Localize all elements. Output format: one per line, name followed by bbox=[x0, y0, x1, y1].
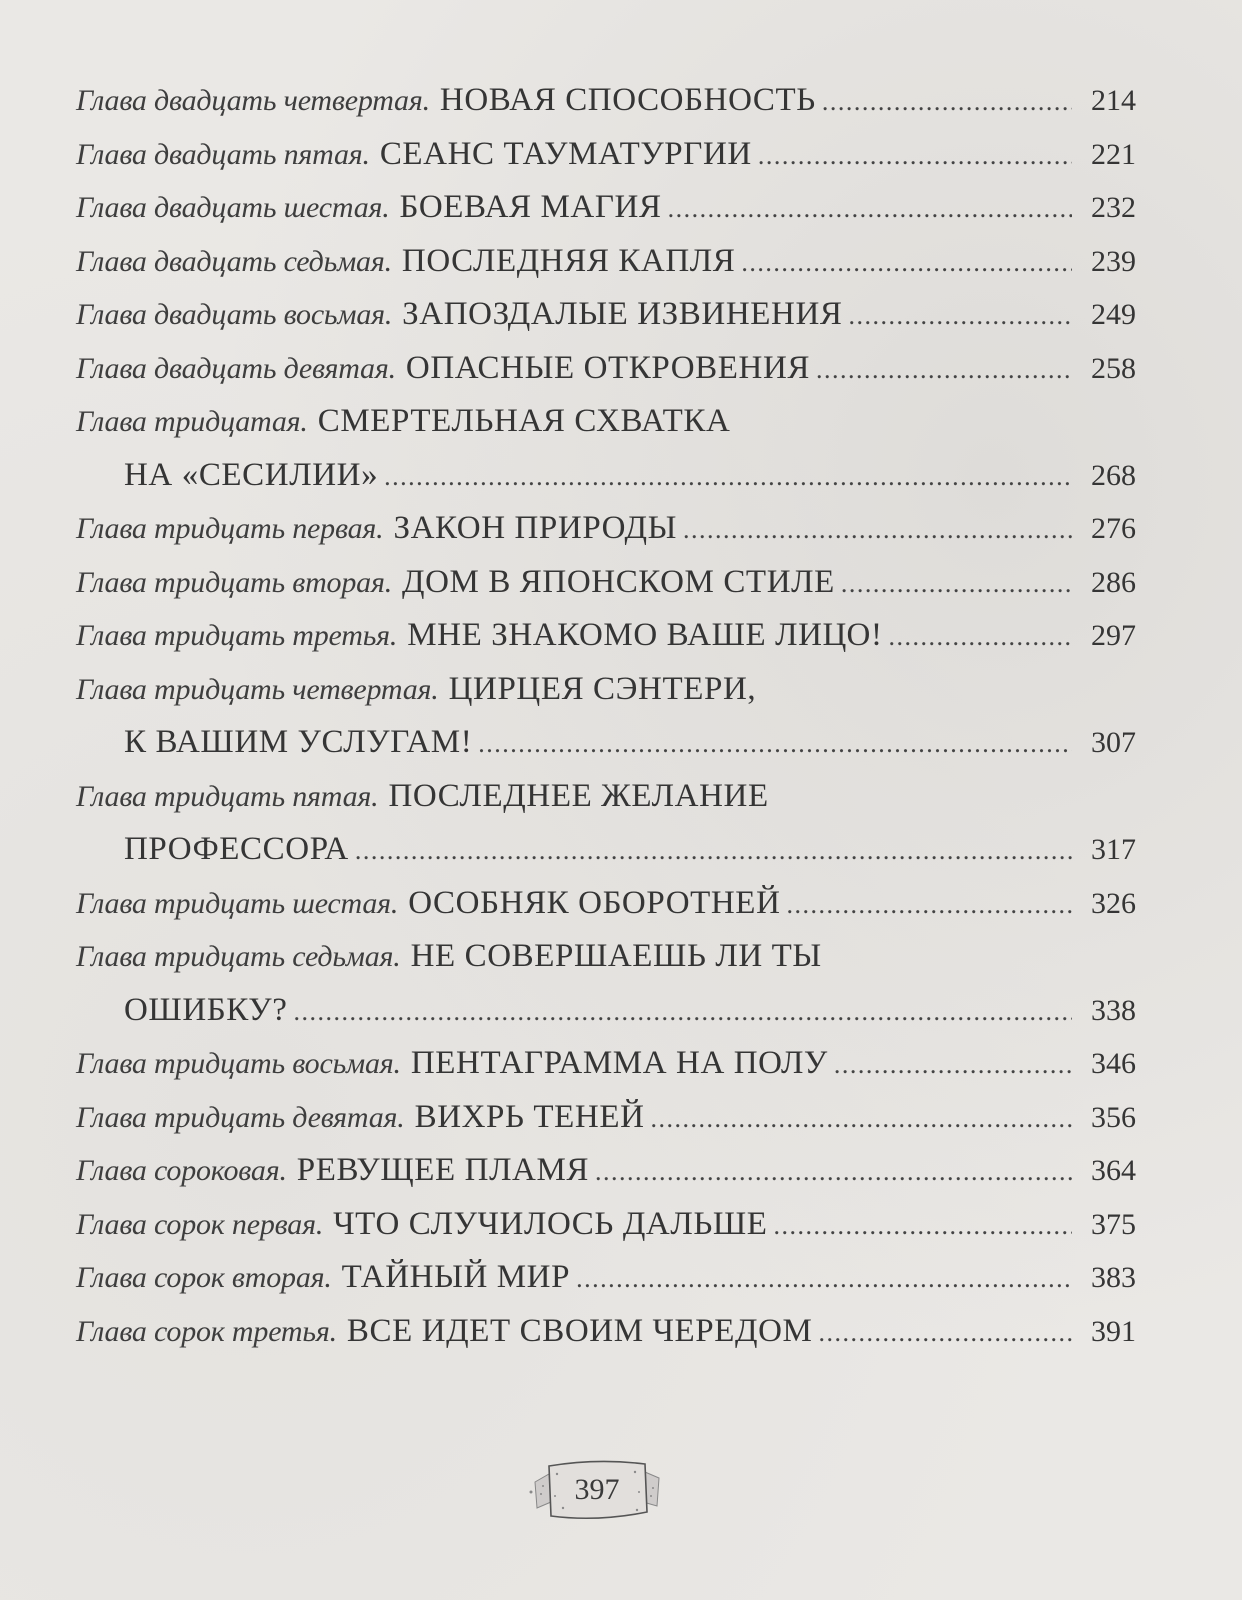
toc-entry bbox=[76, 128, 1136, 182]
dot-leader bbox=[758, 129, 1072, 183]
chapter-title: ЗАПОЗДАЛЫЕ ИЗВИНЕНИЯ bbox=[402, 296, 843, 332]
dot-leader bbox=[787, 878, 1072, 932]
toc-entry bbox=[76, 877, 1136, 931]
dot-leader bbox=[816, 343, 1072, 397]
chapter-title: НЕ СОВЕРШАЕШЬ ЛИ ТЫ bbox=[410, 938, 822, 974]
page-ref: 375 bbox=[1091, 1207, 1136, 1241]
page-ref: 221 bbox=[1091, 137, 1136, 171]
page-number: 397 bbox=[574, 1473, 620, 1506]
page-ref: 297 bbox=[1091, 619, 1136, 652]
toc-line bbox=[76, 1144, 1136, 1198]
dot-leader bbox=[819, 1306, 1072, 1360]
toc-line-continued bbox=[76, 716, 1136, 770]
chapter-title: ВСЕ ИДЕТ СВОИМ ЧЕРЕДОМ bbox=[346, 1312, 813, 1349]
toc-entry bbox=[76, 288, 1136, 342]
toc-entry bbox=[76, 235, 1136, 289]
chapter-title: РЕВУЩЕЕ ПЛАМЯ bbox=[296, 1152, 590, 1188]
page-folio bbox=[527, 1452, 667, 1528]
chapter-title: НОВАЯ СПОСОБНОСТЬ bbox=[439, 82, 816, 118]
page-ref: 307 bbox=[1091, 726, 1136, 759]
dot-leader bbox=[889, 610, 1072, 664]
chapter-label: Глава тридцать четвертая. bbox=[76, 672, 439, 706]
chapter-title: ЦИРЦЕЯ СЭНТЕРИ, bbox=[448, 670, 757, 707]
toc-entry bbox=[76, 74, 1136, 128]
toc-line bbox=[76, 235, 1136, 289]
chapter-title: ОСОБНЯК ОБОРОТНЕЙ bbox=[408, 884, 781, 921]
chapter-label: Глава тридцать третья. bbox=[76, 619, 398, 652]
chapter-label: Глава двадцать четвертая. bbox=[76, 84, 430, 117]
toc-entry bbox=[76, 342, 1136, 396]
page-ref: 391 bbox=[1091, 1314, 1136, 1348]
toc-entry bbox=[76, 1198, 1136, 1252]
chapter-title: ПОСЛЕДНЯЯ КАПЛЯ bbox=[401, 242, 736, 279]
toc-entry bbox=[76, 502, 1136, 556]
toc-entry bbox=[76, 181, 1136, 235]
dot-leader bbox=[576, 1252, 1072, 1306]
chapter-title: БОЕВАЯ МАГИЯ bbox=[399, 189, 662, 225]
chapter-label: Глава тридцать первая. bbox=[76, 512, 384, 545]
chapter-label: Глава сорок третья. bbox=[76, 1314, 337, 1348]
toc-line bbox=[76, 395, 1136, 449]
dot-leader bbox=[841, 557, 1072, 611]
chapter-label: Глава двадцать седьмая. bbox=[76, 244, 392, 278]
toc-line bbox=[76, 663, 1136, 717]
dot-leader bbox=[651, 1092, 1072, 1146]
page-ref: 249 bbox=[1091, 298, 1136, 331]
toc-line bbox=[76, 609, 1136, 663]
chapter-label: Глава двадцать пятая. bbox=[76, 137, 370, 171]
toc-entry bbox=[76, 609, 1136, 663]
chapter-label: Глава сорок вторая. bbox=[76, 1261, 332, 1294]
toc-line bbox=[76, 502, 1136, 556]
page-ref: 356 bbox=[1091, 1100, 1136, 1134]
toc-line bbox=[76, 288, 1136, 342]
toc-line bbox=[76, 1037, 1136, 1091]
chapter-title: ВИХРЬ ТЕНЕЙ bbox=[414, 1098, 645, 1135]
chapter-label: Глава тридцать шестая. bbox=[76, 886, 399, 920]
dot-leader bbox=[741, 236, 1072, 290]
chapter-label: Глава двадцать восьмая. bbox=[76, 298, 393, 331]
toc-line bbox=[76, 877, 1136, 931]
toc-entry bbox=[76, 1037, 1136, 1091]
page-ref: 317 bbox=[1091, 833, 1136, 866]
chapter-label: Глава тридцать пятая. bbox=[76, 779, 379, 813]
toc-line-continued bbox=[76, 823, 1136, 877]
page-ref: 214 bbox=[1091, 84, 1136, 117]
chapter-title-continued: К ВАШИМ УСЛУГАМ! bbox=[124, 724, 473, 760]
toc-line bbox=[76, 556, 1136, 610]
toc-line bbox=[76, 1091, 1136, 1145]
chapter-title: ЧТО СЛУЧИЛОСЬ ДАЛЬШЕ bbox=[333, 1205, 768, 1242]
table-of-contents bbox=[76, 74, 1136, 1358]
chapter-title: ПОСЛЕДНЕЕ ЖЕЛАНИЕ bbox=[388, 777, 769, 814]
chapter-label: Глава тридцать восьмая. bbox=[76, 1047, 401, 1080]
chapter-label: Глава двадцать шестая. bbox=[76, 191, 390, 224]
chapter-title-continued: ПРОФЕССОРА bbox=[124, 831, 349, 867]
chapter-label: Глава тридцать вторая. bbox=[76, 565, 392, 599]
toc-line-continued bbox=[76, 984, 1136, 1038]
chapter-title: ЗАКОН ПРИРОДЫ bbox=[393, 510, 677, 546]
chapter-label: Глава тридцать девятая. bbox=[76, 1100, 405, 1134]
page-ref: 383 bbox=[1091, 1261, 1136, 1294]
toc-line bbox=[76, 930, 1136, 984]
toc-line bbox=[76, 1198, 1136, 1252]
toc-line bbox=[76, 770, 1136, 824]
page-ref: 338 bbox=[1091, 993, 1136, 1027]
chapter-label: Глава двадцать девятая. bbox=[76, 351, 396, 385]
dot-leader bbox=[595, 1145, 1072, 1199]
page-ref: 346 bbox=[1091, 1047, 1136, 1080]
dot-leader bbox=[683, 503, 1072, 557]
toc-entry bbox=[76, 556, 1136, 610]
toc-entry bbox=[76, 1305, 1136, 1359]
toc-line-continued bbox=[76, 449, 1136, 503]
dot-leader bbox=[293, 985, 1072, 1039]
toc-entry bbox=[76, 1144, 1136, 1198]
chapter-title: МНЕ ЗНАКОМО ВАШЕ ЛИЦО! bbox=[407, 617, 883, 653]
page-ref: 326 bbox=[1091, 886, 1136, 920]
page-ref: 286 bbox=[1091, 565, 1136, 599]
dot-leader bbox=[834, 1038, 1072, 1092]
page-ref: 268 bbox=[1091, 458, 1136, 492]
toc-entry bbox=[76, 1091, 1136, 1145]
dot-leader bbox=[774, 1199, 1072, 1253]
chapter-title: ДОМ В ЯПОНСКОМ СТИЛЕ bbox=[402, 563, 835, 600]
toc-entry bbox=[76, 770, 1136, 877]
chapter-title-continued: ОШИБКУ? bbox=[124, 991, 288, 1028]
chapter-label: Глава сорок первая. bbox=[76, 1207, 324, 1241]
toc-line bbox=[76, 128, 1136, 182]
toc-entry bbox=[76, 663, 1136, 770]
page-ref: 239 bbox=[1091, 244, 1136, 278]
page-ref: 258 bbox=[1091, 351, 1136, 385]
toc-entry bbox=[76, 930, 1136, 1037]
dot-leader bbox=[478, 717, 1072, 771]
toc-entry bbox=[76, 395, 1136, 502]
toc-entry bbox=[76, 1251, 1136, 1305]
chapter-label: Глава тридцатая. bbox=[76, 405, 308, 438]
chapter-title: ПЕНТАГРАММА НА ПОЛУ bbox=[410, 1045, 828, 1081]
chapter-title: СЕАНС ТАУМАТУРГИИ bbox=[379, 135, 752, 172]
toc-line bbox=[76, 1251, 1136, 1305]
dot-leader bbox=[822, 75, 1072, 129]
chapter-title: СМЕРТЕЛЬНАЯ СХВАТКА bbox=[317, 403, 731, 439]
page-ref: 276 bbox=[1091, 512, 1136, 545]
chapter-title-continued: НА «СЕСИЛИИ» bbox=[124, 456, 379, 493]
dot-leader bbox=[384, 450, 1072, 504]
chapter-title: ТАЙНЫЙ МИР bbox=[341, 1259, 571, 1295]
chapter-label: Глава тридцать седьмая. bbox=[76, 940, 401, 973]
toc-line bbox=[76, 342, 1136, 396]
dot-leader bbox=[849, 289, 1073, 343]
chapter-title: ОПАСНЫЕ ОТКРОВЕНИЯ bbox=[405, 349, 811, 386]
toc-line bbox=[76, 74, 1136, 128]
toc-line bbox=[76, 1305, 1136, 1359]
dot-leader bbox=[668, 182, 1072, 236]
chapter-label: Глава сороковая. bbox=[76, 1154, 287, 1187]
page-ref: 232 bbox=[1091, 191, 1136, 224]
dot-leader bbox=[355, 824, 1072, 878]
page-ref: 364 bbox=[1091, 1154, 1136, 1187]
toc-line bbox=[76, 181, 1136, 235]
